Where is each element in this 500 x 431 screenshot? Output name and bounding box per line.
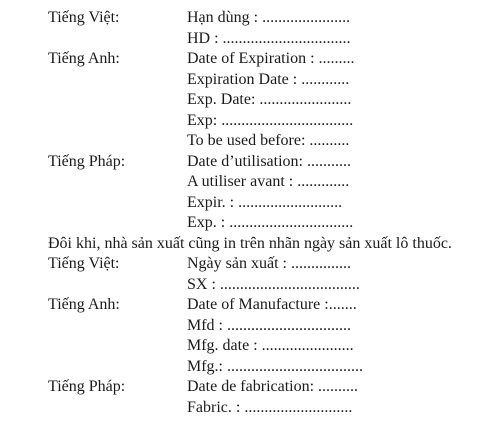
term-entry: To be used before: .......... — [187, 132, 350, 149]
term-entry: Exp. Date: ....................... — [187, 91, 352, 108]
term-entry: SX : ................................... — [187, 275, 360, 293]
term-entry: Mfd : ............................... — [187, 316, 351, 334]
language-label-vietnamese: Tiếng Việt: — [48, 255, 120, 272]
term-entry: Date of Manufacture :....... — [187, 296, 357, 313]
term-entry: Mfg. date : ....................... — [187, 337, 354, 354]
term-entry: Expir. : .......................... — [187, 193, 343, 211]
term-entry: Exp: ................................. — [187, 111, 354, 129]
term-entry: Date d’utilisation: ........... — [187, 152, 351, 170]
term-entry: Mfg.: .................................. — [187, 357, 363, 375]
term-entry: Date de fabrication: .......... — [187, 378, 359, 395]
term-entry: Date of Expiration : ......... — [187, 50, 355, 67]
term-entry: Exp. : ............................... — [187, 214, 354, 231]
term-entry: Ngày sản xuất : ............... — [187, 255, 351, 272]
language-label-french: Tiếng Pháp: — [48, 378, 126, 395]
term-entry: Expiration Date : ............ — [187, 70, 350, 88]
term-entry: HD : ................................ — [187, 29, 351, 47]
language-label-french: Tiếng Pháp: — [48, 152, 126, 170]
language-label-english: Tiếng Anh: — [48, 50, 120, 67]
term-entry: A utiliser avant : ............. — [187, 173, 350, 190]
term-entry: Hạn dùng : ...................... — [187, 9, 351, 26]
term-entry: Fabric. : ........................... — [187, 398, 353, 416]
language-label-vietnamese: Tiếng Việt: — [48, 9, 120, 26]
manufacture-note: Đôi khi, nhà sản xuất cũng in trên nhãn ngày sản xuất lô thuốc. — [48, 234, 452, 252]
language-label-english: Tiếng Anh: — [48, 296, 120, 313]
